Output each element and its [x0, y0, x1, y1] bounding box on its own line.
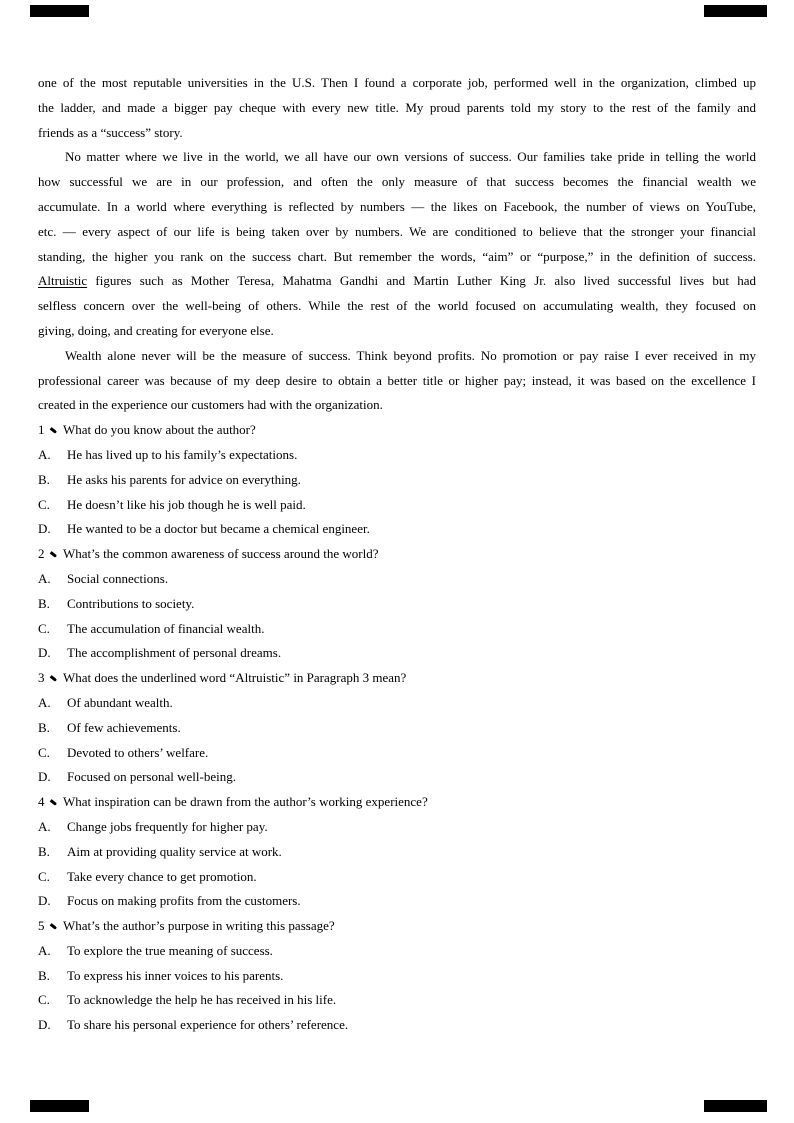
option-line [38, 443, 756, 468]
option-line [38, 592, 756, 617]
question-number: 3 [38, 670, 45, 686]
option-line [38, 567, 756, 592]
question-line [38, 914, 756, 939]
option-line [38, 1013, 756, 1038]
option-letter: A. [38, 446, 51, 462]
passage-line: one of the most reputable universities in the U.S. Then I found a corporate job, performed well in the organization, climbed up [38, 75, 756, 90]
passage-line: etc. — every aspect of our life is being taken over by numbers. We are conditioned to believe that the stronger your financial [38, 223, 756, 239]
option-letter: C. [38, 620, 50, 636]
question-line [38, 666, 756, 691]
corner-mark-bottom-left [30, 1100, 89, 1112]
option-letter: A. [38, 694, 51, 710]
option-text: Of few achievements. [67, 719, 181, 735]
option-text: The accomplishment of personal dreams. [67, 645, 282, 661]
option-line [38, 741, 756, 766]
option-letter: A. [38, 942, 51, 958]
option-letter: C. [38, 744, 50, 760]
passage-line: accumulate. In a world where everything is reflected by numbers — the likes on Facebook, the number of views on YouTube, [38, 198, 756, 214]
option-line [38, 517, 756, 542]
corner-mark-bottom-right [704, 1100, 767, 1112]
option-text: Aim at providing quality service at work. [67, 843, 282, 859]
option-text: Contributions to society. [67, 595, 195, 611]
option-letter: A. [38, 818, 51, 834]
passage-line: friends as a “success” story. [38, 124, 183, 140]
question-line [38, 542, 756, 567]
passage-line: selfless concern over the well-being of others. While the rest of the world focused on accumulating wealth, they focused on [38, 298, 756, 314]
option-letter: D. [38, 1017, 51, 1033]
option-letter: C. [38, 868, 50, 884]
option-text: To share his personal experience for others’ reference. [67, 1017, 349, 1033]
question-line [38, 790, 756, 815]
option-text: Devoted to others’ welfare. [67, 744, 209, 760]
option-line [38, 964, 756, 989]
ideographic-comma-icon [47, 917, 63, 930]
option-letter: D. [38, 893, 51, 909]
option-letter: B. [38, 843, 50, 859]
option-letter: D. [38, 645, 51, 661]
passage-line: Wealth alone never will be the measure of success. Think beyond profits. No promotion or pay raise I ever received in my [65, 347, 756, 363]
option-letter: B. [38, 967, 50, 983]
question-text: What does the underlined word “Altruistic” in Paragraph 3 mean? [63, 670, 407, 686]
option-line [38, 493, 756, 518]
option-line [38, 617, 756, 642]
option-text: Change jobs frequently for higher pay. [67, 818, 268, 834]
corner-mark-top-right [704, 5, 767, 17]
option-text: Of abundant wealth. [67, 694, 173, 710]
passage-line: No matter where we live in the world, we all have our own versions of success. Our families take pride in telling the world [65, 149, 756, 165]
question-number: 1 [38, 422, 45, 438]
ideographic-comma-icon [47, 669, 63, 682]
passage-line: created in the experience our customers had with the organization. [38, 397, 383, 413]
option-line [38, 865, 756, 890]
option-text: Focus on making profits from the customers. [67, 893, 301, 909]
question-line [38, 418, 756, 443]
ideographic-comma-icon [47, 421, 63, 434]
option-text: The accumulation of financial wealth. [67, 620, 265, 636]
option-text: Social connections. [67, 570, 169, 586]
option-line [38, 889, 756, 914]
question-number: 2 [38, 546, 45, 562]
ideographic-comma-icon [47, 545, 63, 558]
passage-line: Altruistic figures such as Mother Teresa, Mahatma Gandhi and Martin Luther King Jr. also lived successful lives but had [38, 273, 756, 289]
option-text: He wanted to be a doctor but became a chemical engineer. [67, 521, 370, 537]
option-letter: C. [38, 992, 50, 1008]
option-text: Take every chance to get promotion. [67, 868, 257, 884]
option-letter: B. [38, 595, 50, 611]
option-line [38, 641, 756, 666]
option-letter: C. [38, 496, 50, 512]
option-line [38, 691, 756, 716]
option-letter: B. [38, 471, 50, 487]
option-text: To acknowledge the help he has received in his life. [67, 992, 337, 1008]
option-line [38, 765, 756, 790]
passage-line: how successful we are in our profession, and often the only measure of that success becomes the financial wealth we [38, 174, 756, 190]
option-letter: A. [38, 570, 51, 586]
passage-line: professional career was because of my deep desire to obtain a better title or higher pay; instead, it was based on the excellence I [38, 372, 756, 388]
option-text: To express his inner voices to his parents. [67, 967, 284, 983]
option-text: He asks his parents for advice on everything. [67, 471, 301, 487]
option-text: He doesn’t like his job though he is well paid. [67, 496, 306, 512]
reading-passage [38, 71, 756, 1038]
option-line [38, 815, 756, 840]
question-number: 4 [38, 794, 45, 810]
option-letter: B. [38, 719, 50, 735]
question-number: 5 [38, 918, 45, 934]
option-line [38, 840, 756, 865]
underlined-word: Altruistic [38, 273, 88, 289]
question-text: What inspiration can be drawn from the author’s working experience? [63, 794, 428, 810]
option-text: Focused on personal well-being. [67, 769, 236, 785]
option-line [38, 468, 756, 493]
question-text: What’s the author’s purpose in writing this passage? [63, 918, 335, 934]
question-text: What do you know about the author? [63, 422, 256, 438]
option-line [38, 716, 756, 741]
option-text: He has lived up to his family’s expectations. [67, 446, 298, 462]
option-letter: D. [38, 769, 51, 785]
passage-line: giving, doing, and creating for everyone else. [38, 322, 274, 338]
ideographic-comma-icon [47, 793, 63, 806]
option-text: To explore the true meaning of success. [67, 942, 273, 958]
question-text: What’s the common awareness of success around the world? [63, 546, 379, 562]
option-letter: D. [38, 521, 51, 537]
option-line [38, 988, 756, 1013]
passage-line: the ladder, and made a bigger pay cheque with every new title. My proud parents told my story to the rest of the family and [38, 99, 756, 115]
option-line [38, 939, 756, 964]
corner-mark-top-left [30, 5, 89, 17]
passage-line: standing, the higher you rank on the success chart. But remember the words, “aim” or “purpose,” in the definition of success. [38, 248, 756, 264]
